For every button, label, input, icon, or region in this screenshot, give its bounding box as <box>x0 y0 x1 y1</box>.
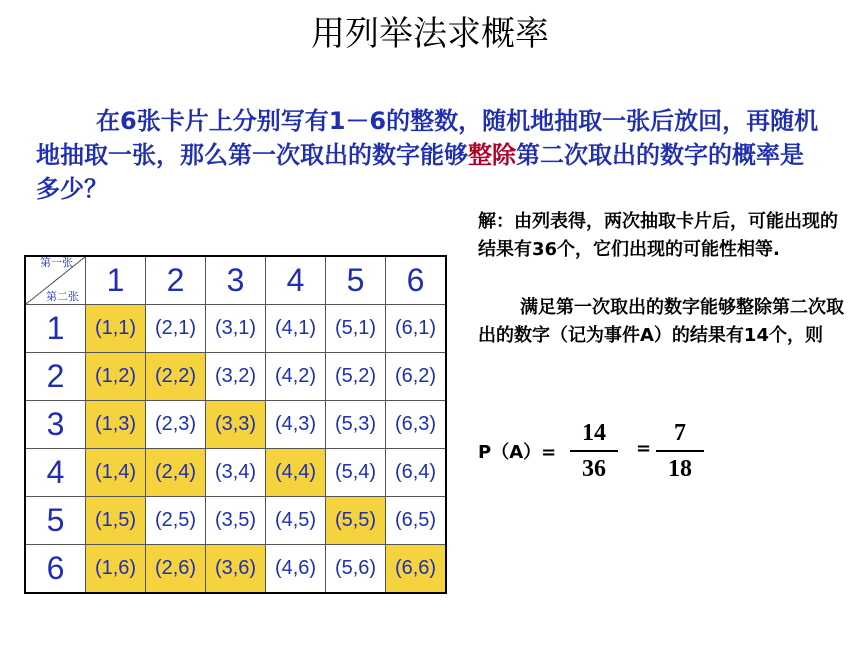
solution-para-2-wrap <box>478 294 848 350</box>
probability-formula <box>478 418 778 488</box>
problem-text-part1: 在6张卡片上分别写有1－6的整数，随机地抽取一张后放回，再随机地抽取一张，那么第一次取出的数字能够 <box>36 107 819 169</box>
outcome-cell: (4,1) <box>266 305 326 353</box>
outcome-cell: (6,4) <box>386 449 447 497</box>
paragraph-gap <box>478 264 848 294</box>
table-row <box>25 497 446 545</box>
fraction-1-numerator: 14 <box>582 420 606 446</box>
outcome-cell: (4,2) <box>266 353 326 401</box>
outcome-cell: (6,5) <box>386 497 447 545</box>
table-row <box>25 545 446 594</box>
column-header: 1 <box>86 256 146 305</box>
formula-lhs: P（A）= <box>478 442 557 463</box>
outcome-cell: (6,2) <box>386 353 447 401</box>
column-header: 4 <box>266 256 326 305</box>
outcome-cell: (1,3) <box>86 401 146 449</box>
row-header: 6 <box>25 545 86 594</box>
outcome-cell: (5,3) <box>326 401 386 449</box>
outcome-cell: (5,1) <box>326 305 386 353</box>
fraction-2-denominator: 18 <box>668 456 692 482</box>
table-header-row <box>25 256 446 305</box>
page-title: 用列举法求概率 <box>311 14 549 54</box>
outcome-cell: (3,4) <box>206 449 266 497</box>
outcome-cell: (5,4) <box>326 449 386 497</box>
column-header: 6 <box>386 256 447 305</box>
outcome-cell: (4,4) <box>266 449 326 497</box>
outcome-cell: (3,1) <box>206 305 266 353</box>
column-header: 5 <box>326 256 386 305</box>
outcome-cell: (3,3) <box>206 401 266 449</box>
problem-text-part2: 第二次取出的数字的概率是多少？ <box>36 141 804 203</box>
table-row <box>25 305 446 353</box>
solution-para-2: 满足第一次取出的数字能够整除第二次取出的数字（记为事件A）的结果有14个，则 <box>478 297 844 346</box>
outcome-cell: (4,6) <box>266 545 326 594</box>
table-corner-cell <box>25 256 86 305</box>
row-header: 1 <box>25 305 86 353</box>
fraction-2 <box>660 418 700 484</box>
corner-label-top: 第一张 <box>40 257 73 269</box>
outcome-table <box>24 255 447 594</box>
outcome-cell: (3,2) <box>206 353 266 401</box>
outcome-cell: (4,5) <box>266 497 326 545</box>
outcome-cell: (2,2) <box>146 353 206 401</box>
outcome-table-body <box>25 256 446 593</box>
outcome-cell: (6,3) <box>386 401 447 449</box>
table-row <box>25 353 446 401</box>
column-header: 2 <box>146 256 206 305</box>
outcome-cell: (4,3) <box>266 401 326 449</box>
outcome-cell: (1,2) <box>86 353 146 401</box>
outcome-cell: (2,4) <box>146 449 206 497</box>
formula-equals: = <box>636 438 652 459</box>
outcome-cell: (1,6) <box>86 545 146 594</box>
row-header: 4 <box>25 449 86 497</box>
outcome-cell: (3,6) <box>206 545 266 594</box>
outcome-cell: (1,1) <box>86 305 146 353</box>
outcome-cell: (2,1) <box>146 305 206 353</box>
outcome-cell: (2,3) <box>146 401 206 449</box>
fraction-1 <box>574 418 614 484</box>
problem-highlight: 整除 <box>468 141 516 169</box>
fraction-2-numerator: 7 <box>674 420 686 446</box>
fraction-1-denominator: 36 <box>582 456 606 482</box>
outcome-cell: (5,6) <box>326 545 386 594</box>
outcome-cell: (2,6) <box>146 545 206 594</box>
fraction-1-bar <box>570 450 618 452</box>
fraction-2-bar <box>656 450 704 452</box>
outcome-cell: (1,5) <box>86 497 146 545</box>
table-row <box>25 449 446 497</box>
table-row <box>25 401 446 449</box>
row-header: 3 <box>25 401 86 449</box>
solution-text <box>478 208 848 350</box>
outcome-cell: (6,1) <box>386 305 447 353</box>
column-header: 3 <box>206 256 266 305</box>
outcome-cell: (1,4) <box>86 449 146 497</box>
outcome-cell: (5,2) <box>326 353 386 401</box>
solution-para-1: 解：由列表得，两次抽取卡片后，可能出现的结果有36个，它们出现的可能性相等. <box>478 211 838 260</box>
row-header: 2 <box>25 353 86 401</box>
outcome-cell: (2,5) <box>146 497 206 545</box>
outcome-cell: (5,5) <box>326 497 386 545</box>
outcome-cell: (6,6) <box>386 545 447 594</box>
problem-statement <box>36 104 820 206</box>
outcome-cell: (3,5) <box>206 497 266 545</box>
corner-label-bottom: 第二张 <box>46 291 79 303</box>
row-header: 5 <box>25 497 86 545</box>
